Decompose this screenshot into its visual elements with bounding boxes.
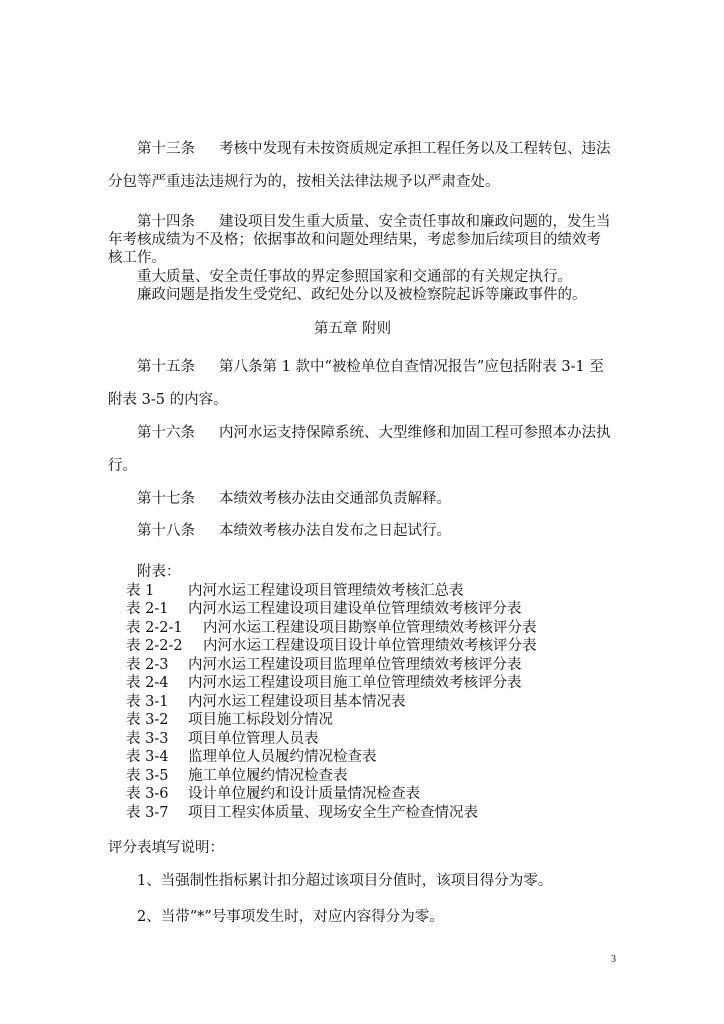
article-17-line [137,490,451,508]
article-14-line-2: 年考核成绩为不及格；依据事故和问题处理结果，考虑参加后续项目的绩效考 [108,232,601,248]
appendix-item-title: 内河水运工程建设项目监理单位管理绩效考核评分表 [188,657,522,673]
article-14-text: 建设项目发生重大质量、安全责任事故和廉政问题的，发生当 [219,214,611,230]
article-16-line-2: 行。 [108,458,137,474]
appendix-item-title: 施工单位履约情况检查表 [188,768,348,784]
article-16-text: 内河水运支持保障系统、大型维修和加固工程可参照本办法执 [219,425,611,441]
appendix-item-code: 表 3-7 [126,805,169,821]
article-15-line-1 [137,358,604,376]
article-18-line [137,522,451,540]
scoring-note-2: 2、当带“*”号事项发生时，对应内容得分为零。 [137,909,444,925]
article-15-label: 第十五条 [137,359,195,375]
article-15-text: 第八条第 1 款中“被检单位自查情况报告”应包括附表 3-1 至 [219,359,604,375]
appendix-item-code: 表 3-3 [126,731,169,747]
appendix-heading: 附表： [137,564,181,580]
article-13-label: 第十三条 [137,141,195,157]
appendix-item-title: 监理单位人员履约情况检查表 [188,749,377,765]
scoring-heading: 评分表填写说明： [108,840,224,856]
article-15-line-2: 附表 3-5 的内容。 [108,392,228,408]
appendix-item-code: 表 3-5 [126,768,169,784]
article-13-line-2: 分包等严重违法违规行为的，按相关法律法规予以严肃查处。 [108,174,500,190]
article-14-line-1 [137,213,611,231]
appendix-item-code: 表 2-4 [126,675,169,691]
article-14-line-3: 核工作。 [108,250,166,266]
chapter-heading: 第五章 附则 [314,321,392,337]
appendix-item-title: 内河水运工程建设项目施工单位管理绩效考核评分表 [188,675,522,691]
article-18-text: 本绩效考核办法自发布之日起试行。 [219,523,451,539]
appendix-item-title: 内河水运工程建设项目勘察单位管理绩效考核评分表 [203,620,537,636]
article-14-note-2: 廉政问题是指发生受党纪、政纪处分以及被检察院起诉等廉政事件的。 [137,287,587,303]
article-17-label: 第十七条 [137,491,195,507]
appendix-item-title: 内河水运工程建设项目设计单位管理绩效考核评分表 [203,638,537,654]
article-16-line-1 [137,424,611,442]
appendix-item-title: 内河水运工程建设项目管理绩效考核汇总表 [188,583,464,599]
appendix-item-code: 表 3-6 [126,786,169,802]
article-16-label: 第十六条 [137,425,195,441]
appendix-item-code: 表 1 [126,583,155,599]
article-13-line-1 [137,140,611,158]
appendix-item-code: 表 3-1 [126,694,169,710]
appendix-item-code: 表 2-2-2 [126,638,183,654]
scoring-note-1: 1、当强制性指标累计扣分超过该项目分值时，该项目得分为零。 [137,873,553,889]
appendix-item-title: 内河水运工程建设项目建设单位管理绩效考核评分表 [188,601,522,617]
appendix-item-code: 表 2-2-1 [126,620,183,636]
appendix-item-title: 设计单位履约和设计质量情况检查表 [188,786,420,802]
article-18-label: 第十八条 [137,523,195,539]
appendix-item-title: 项目施工标段划分情况 [188,712,333,728]
article-13-text: 考核中发现有未按资质规定承担工程任务以及工程转包、违法 [219,141,611,157]
appendix-item-code: 表 2-3 [126,657,169,673]
page-number: 3 [611,954,616,965]
appendix-item-code: 表 3-2 [126,712,169,728]
article-17-text: 本绩效考核办法由交通部负责解释。 [219,491,451,507]
appendix-item-title: 内河水运工程建设项目基本情况表 [188,694,406,710]
article-14-note-1: 重大质量、安全责任事故的界定参照国家和交通部的有关规定执行。 [137,269,572,285]
appendix-item-code: 表 3-4 [126,749,169,765]
appendix-item-title: 项目单位管理人员表 [188,731,319,747]
article-14-label: 第十四条 [137,214,195,230]
appendix-item-title: 项目工程实体质量、现场安全生产检查情况表 [188,805,478,821]
appendix-item-code: 表 2-1 [126,601,169,617]
